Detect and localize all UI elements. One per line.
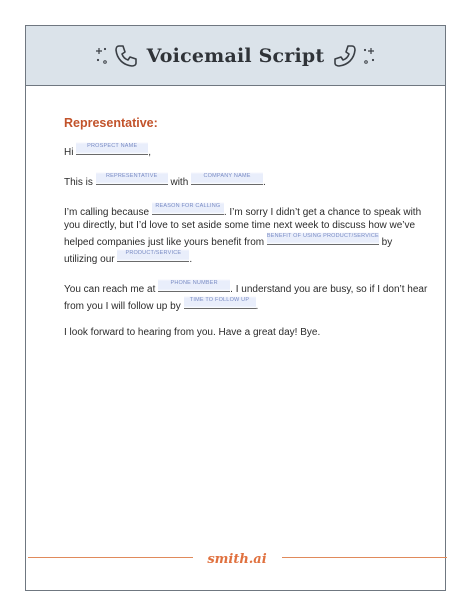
phone-number-field[interactable]: [158, 279, 230, 292]
reason-text: you directly, but I’d love to set aside some time next week to discuss how we’ve: [64, 220, 416, 231]
field-label: PRODUCT/SERVICE: [125, 250, 182, 256]
sparkle-icon: [95, 45, 109, 67]
contact-text: .: [255, 301, 259, 312]
contact-text: You can reach me at: [64, 284, 156, 295]
field-label: BENEFIT OF USING PRODUCT/SERVICE: [266, 233, 379, 239]
field-label: COMPANY NAME: [203, 173, 251, 179]
field-label: REASON FOR CALLING: [155, 203, 221, 209]
section-heading: Representative:: [64, 116, 158, 130]
intro-suffix: .: [263, 177, 266, 188]
reason-text: I’m calling because: [64, 207, 150, 218]
reason-text: helped companies just like yours benefit from: [64, 237, 265, 248]
phone-icon: [113, 43, 139, 69]
greeting-line: [64, 142, 414, 159]
contact-text: from you I will follow up by: [64, 301, 181, 312]
benefit-field[interactable]: [267, 232, 379, 245]
representative-field[interactable]: [96, 172, 168, 185]
reason-text: utilizing our: [64, 254, 115, 265]
field-label: TIME TO FOLLOW UP: [189, 297, 250, 303]
title-row: [26, 40, 445, 72]
product-service-field[interactable]: [117, 249, 189, 262]
header-banner: [26, 26, 445, 86]
greeting-prefix: Hi: [64, 147, 74, 158]
company-logo: smith.ai: [199, 552, 274, 567]
reason-paragraph: [64, 202, 422, 266]
contact-text: . I understand you are busy, so if I don’t hear: [230, 284, 428, 295]
intro-line: [64, 172, 414, 189]
closing-text: I look forward to hearing from you. Have a great day! Bye.: [64, 327, 321, 338]
company-name-field[interactable]: [191, 172, 263, 185]
phone-icon: [332, 43, 358, 69]
reason-text: by: [381, 237, 393, 248]
script-body: [64, 116, 428, 352]
sparkle-icon: [362, 45, 376, 67]
closing-line: [64, 326, 414, 339]
footer: [0, 550, 474, 568]
contact-paragraph: [64, 279, 428, 313]
field-label: REPRESENTATIVE: [105, 173, 158, 179]
field-label: PROSPECT NAME: [87, 143, 138, 149]
follow-up-time-field[interactable]: [184, 296, 256, 309]
greeting-suffix: ,: [148, 147, 152, 158]
prospect-name-field[interactable]: [76, 142, 148, 155]
intro-prefix: This is: [64, 177, 93, 188]
reason-text: . I’m sorry I didn’t get a chance to speak with: [223, 207, 422, 218]
field-label: PHONE NUMBER: [170, 280, 218, 286]
intro-middle: with: [170, 177, 189, 188]
page-title: Voicemail Script: [146, 45, 325, 67]
document-page: [25, 25, 446, 591]
reason-text: .: [189, 254, 193, 265]
reason-for-calling-field[interactable]: [152, 202, 224, 215]
